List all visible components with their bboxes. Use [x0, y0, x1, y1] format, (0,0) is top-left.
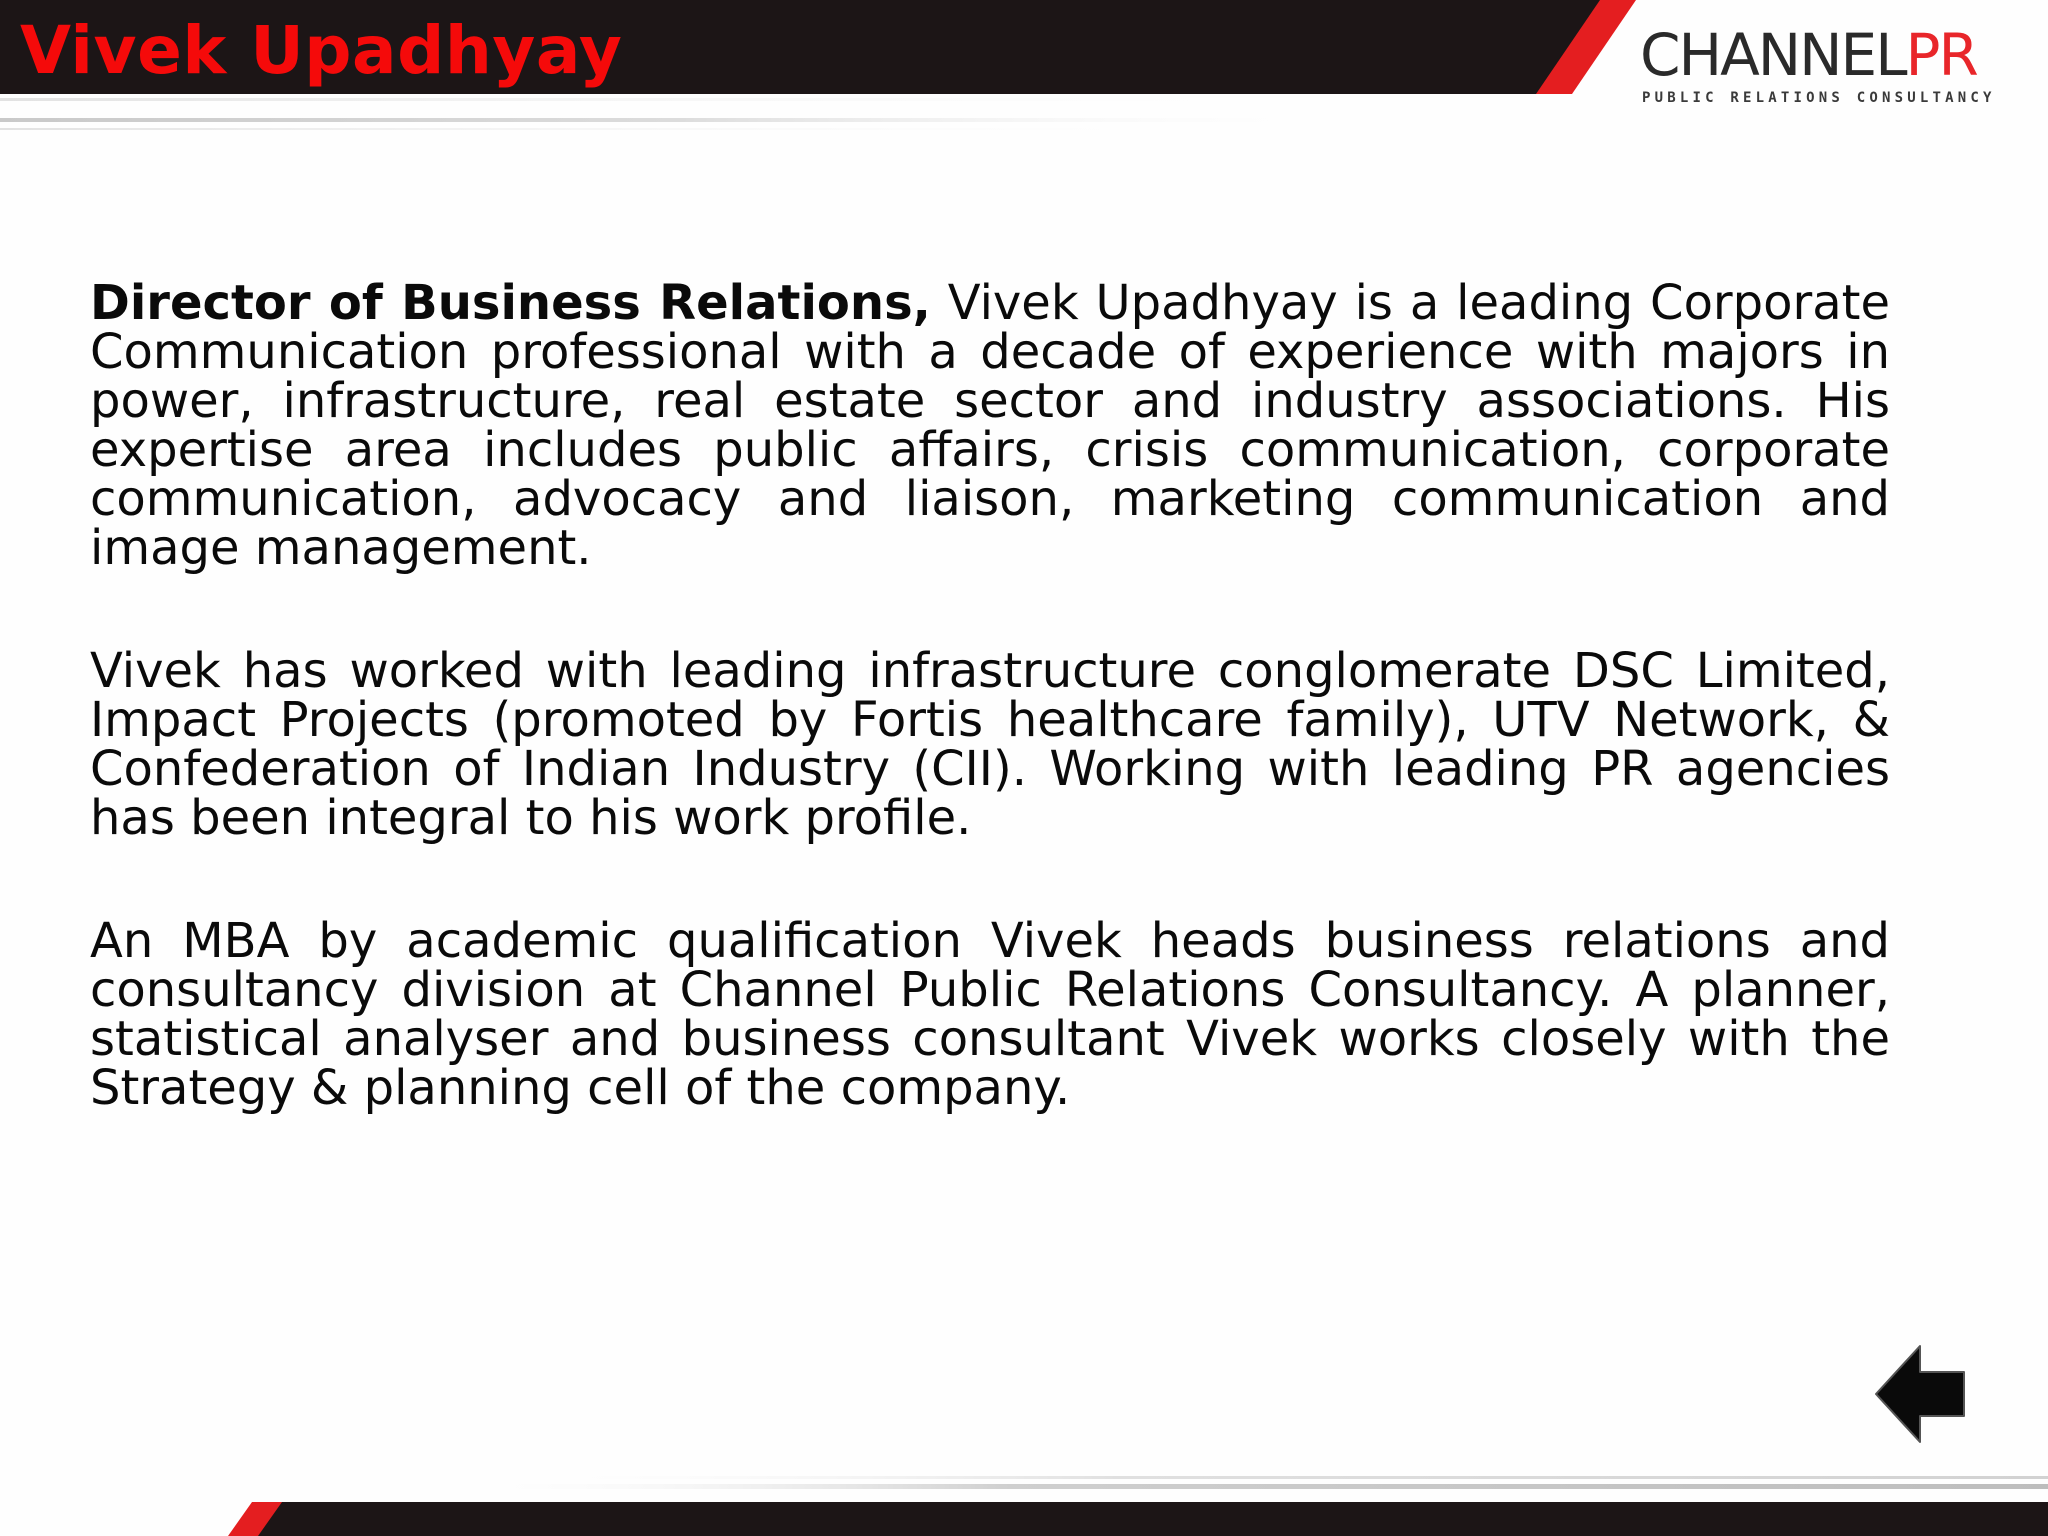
bio-lead: Director of Business Relations, — [90, 275, 931, 331]
arrow-left-icon[interactable] — [1872, 1342, 1968, 1446]
logo-accent: PR — [1905, 21, 1977, 89]
bio-paragraph-text: Vivek Upadhyay is a leading Corporate Communication professional with a decade of experience with majors in power, infrastructure, real estate sector and industry associations. His expertise area includes public affairs, crisis communication, corporate communication, advocacy and liaison, marketing communication and image management. — [90, 275, 1890, 576]
bio-paragraph — [90, 275, 1890, 576]
logo-wordmark — [1640, 20, 1977, 90]
bio-paragraph-text: An MBA by academic qualification Vivek heads business relations and consultancy division at Channel Public Relations Consultancy. A planner, statistical analyser and business consultant Vivek works closely with the Strategy & planning cell of the company. — [90, 913, 1890, 1116]
bio-paragraph-text: Vivek has worked with leading infrastructure conglomerate DSC Limited, Impact Projects (promoted by Fortis healthcare family), UTV Network, & Confederation of Indian Industry (CII). Working with leading PR agencies has been integral to his work profile. — [90, 643, 1890, 846]
bio-paragraph — [90, 643, 1890, 846]
bio-content — [90, 275, 1890, 1116]
logo-word: CHANNEL — [1640, 21, 1906, 89]
slide-title: Vivek Upadhyay — [20, 12, 623, 89]
bio-paragraph — [90, 913, 1890, 1116]
channel-pr-logo — [1640, 20, 2020, 110]
footer-band — [0, 1460, 2048, 1536]
logo-tagline: PUBLIC RELATIONS CONSULTANCY — [1642, 90, 1996, 106]
